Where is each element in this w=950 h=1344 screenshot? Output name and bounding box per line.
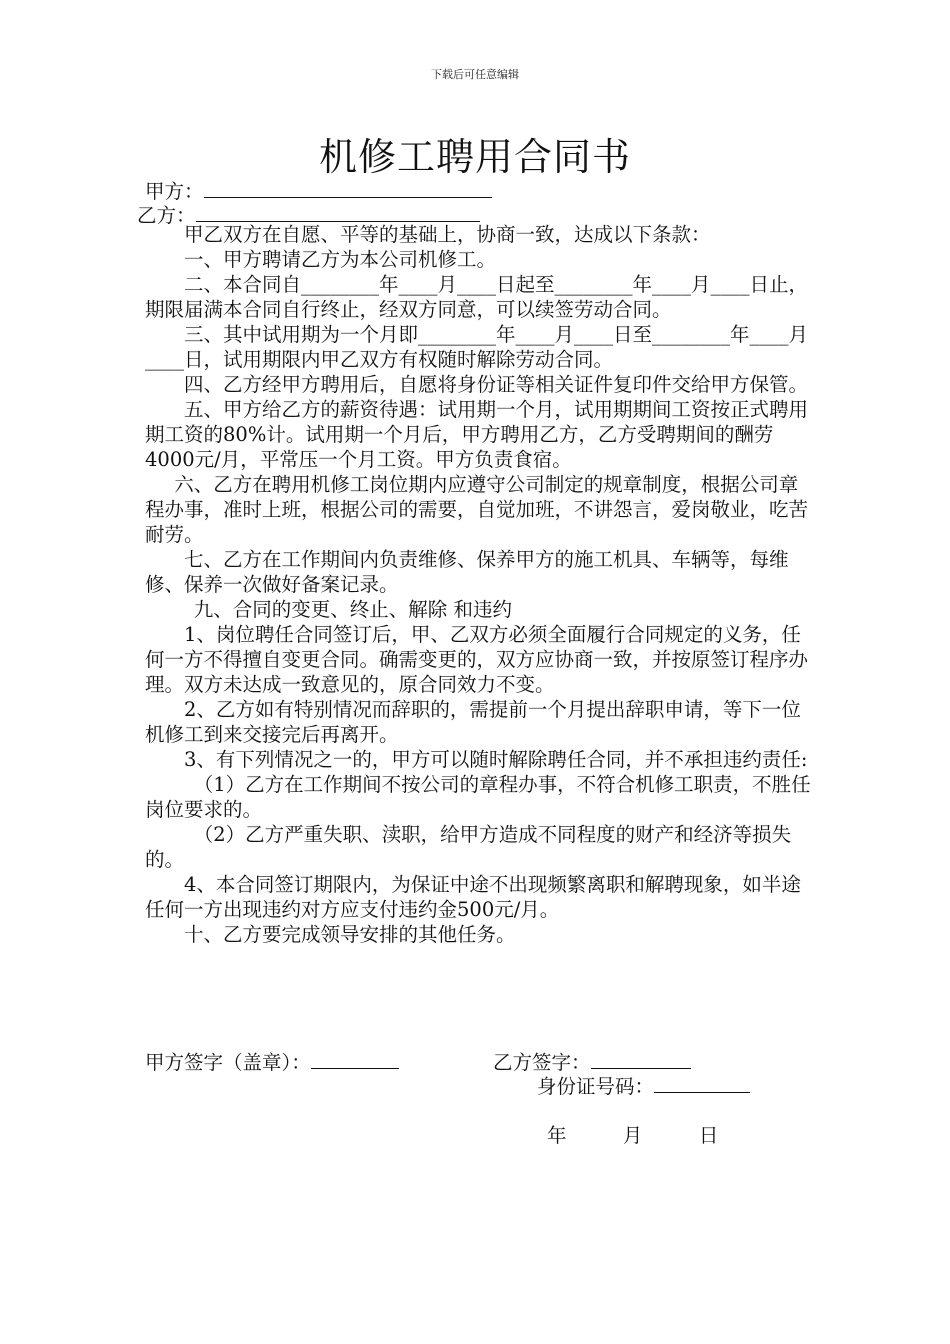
clause-5: 五、甲方给乙方的薪资待遇：试用期一个月，试用期期间工资按正式聘用期工资的80%计。试用期一个月后，甲方聘用乙方，乙方受聘期间的酬劳4000元/月，平常压一个月工资。甲方负责食宿。 <box>145 398 809 471</box>
clause-9-item-4: 4、本合同签订期限内，为保证中途不出现频繁离职和解聘现象，如半途任何一方出现违约对方应支付违约金500元/月。 <box>145 873 801 921</box>
date-year-label: 年 <box>547 1124 567 1147</box>
clause-9-item-3-sub-2: （2）乙方严重失职、渎职，给甲方造成不同程度的财产和经济等损失的。 <box>145 823 792 871</box>
clause-7: 七、乙方在工作期间内负责维修、保养甲方的施工机具、车辆等，每维修、保养一次做好备案记录。 <box>145 548 789 596</box>
party-b-label: 乙方： <box>137 204 196 227</box>
contract-body <box>145 222 813 947</box>
party-a-signature <box>145 1047 399 1075</box>
clause-10: 十、乙方要完成领导安排的其他任务。 <box>184 923 516 946</box>
party-a-signature-line[interactable] <box>311 1050 399 1069</box>
document-title: 机修工聘用合同书 <box>318 135 631 179</box>
date-month-label: 月 <box>622 1124 643 1147</box>
clause-9-item-1: 1、岗位聘任合同签订后，甲、乙双方必须全面履行合同规定的义务，任何一方不得擅自变更合同。确需变更的，双方应协商一致，并按原签订程序办理。双方未达成一致意见的，原合同效力不变。 <box>145 623 809 696</box>
clause-4: 四、乙方经甲方聘用后，自愿将身份证等相关证件复印件交给甲方保管。 <box>184 373 809 396</box>
clause-6: 六、乙方在聘用机修工岗位期内应遵守公司制定的规章制度，根据公司章程办事，准时上班，根据公司的需要，自觉加班，不讲怨言，爱岗敬业，吃苦耐劳。 <box>145 473 809 546</box>
party-b-signature-line[interactable] <box>591 1050 691 1069</box>
id-number-label: 身份证号码： <box>537 1075 655 1098</box>
party-b-blank[interactable] <box>196 203 480 222</box>
clause-1: 一、甲方聘请乙方为本公司机修工。 <box>184 248 497 271</box>
clause-9-item-2: 2、乙方如有特别情况而辞职的，需提前一个月提出辞职申请，等下一位机修工到来交接完后再离开。 <box>145 698 801 746</box>
id-number-line[interactable] <box>654 1074 750 1093</box>
id-number <box>537 1071 750 1099</box>
date-day-label: 日 <box>698 1124 719 1147</box>
party-b-signature-label: 乙方签字： <box>493 1051 591 1074</box>
signing-date <box>547 1120 718 1148</box>
clause-3: 三、其中试用期为一个月即________年____月____日至________年____月____日，试用期限内甲乙双方有权随时解除劳动合同。 <box>145 323 809 371</box>
clause-9-item-3: 3、有下列情况之一的，甲方可以随时解除聘任合同，并不承担违约责任: <box>184 748 808 771</box>
clause-9-item-3-sub-1: （1）乙方在工作期间不按公司的章程办事，不符合机修工职责，不胜任岗位要求的。 <box>145 773 811 821</box>
paragraph-intro: 甲乙双方在自愿、平等的基础上，协商一致，达成以下条款： <box>184 223 711 246</box>
clause-2: 二、本合同自________年____月____日起至________年____月____日止，期限届满本合同自行终止，经双方同意，可以续签劳动合同。 <box>145 273 809 321</box>
party-a-label: 甲方： <box>145 180 204 203</box>
party-a-signature-label: 甲方签字（盖章）： <box>145 1051 311 1074</box>
party-a-blank[interactable] <box>204 179 492 198</box>
clause-9-heading: 九、合同的变更、终止、解除 和违约 <box>193 598 512 621</box>
header-note: 下载后可任意编辑 <box>431 68 519 81</box>
